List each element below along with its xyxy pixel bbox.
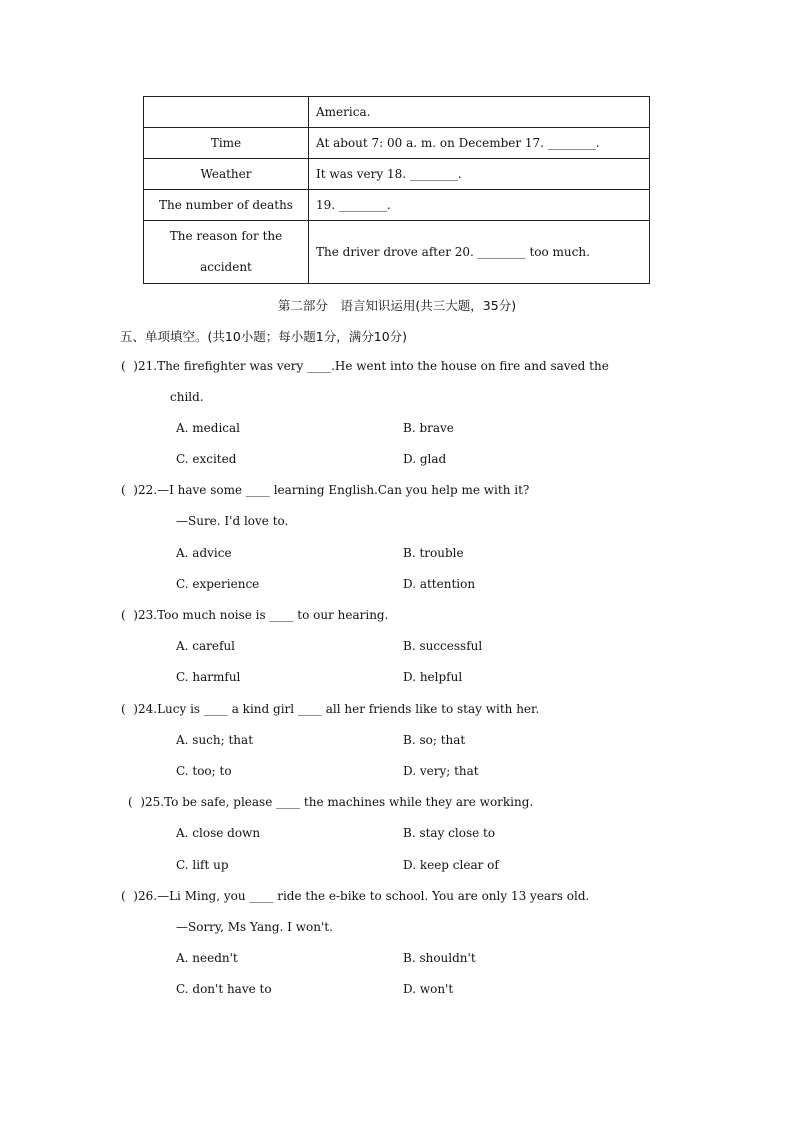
option-a: A. such; that [176,733,254,747]
option-d: D. glad [403,452,447,466]
question-number: ( )26. [121,889,158,903]
option-c: C. don't have to [176,982,272,996]
table-value-cell: America. [309,97,650,128]
question-reply: —Sure. I'd love to. [176,514,289,528]
option-c: C. experience [176,577,260,591]
option-b: B. so; that [403,733,466,747]
option-a: A. close down [176,826,261,840]
option-c: C. lift up [176,858,229,872]
table-label-cell: Time [144,128,309,159]
table-label-cell [144,221,309,284]
question-25 [128,795,533,809]
question-number: ( )24. [121,702,158,716]
option-b: B. brave [403,421,454,435]
question-text: —I have some ____ learning English.Can you help me with it? [157,483,530,497]
question-number: ( )25. [128,795,165,809]
table-label-cell: The number of deaths [144,190,309,221]
question-text: The firefighter was very ____.He went into the house on fire and saved the [157,359,609,373]
option-c: C. too; to [176,764,232,778]
question-text: To be safe, please ____ the machines while they are working. [164,795,534,809]
option-a: A. careful [176,639,236,653]
question-text: Too much noise is ____ to our hearing. [157,608,389,622]
table-label-cell: Weather [144,159,309,190]
question-24 [121,702,539,716]
question-23 [121,608,388,622]
question-text: Lucy is ____ a kind girl ____ all her friends like to stay with her. [157,702,540,716]
option-d: D. keep clear of [403,858,499,872]
question-reply: —Sorry, Ms Yang. I won't. [176,920,333,934]
accident-info-table [143,96,650,284]
option-b: B. successful [403,639,483,653]
option-b: B. trouble [403,546,464,560]
option-a: A. medical [176,421,241,435]
option-c: C. excited [176,452,237,466]
table-row [144,97,650,128]
option-a: A. needn't [176,951,238,965]
table-value-cell: At about 7: 00 a. m. on December 17. ________. [309,128,650,159]
table-value-cell: It was very 18. ________. [309,159,650,190]
option-d: D. won't [403,982,454,996]
question-number: ( )23. [121,608,158,622]
option-d: D. very; that [403,764,479,778]
option-d: D. attention [403,577,476,591]
question-text: —Li Ming, you ____ ride the e-bike to school. You are only 13 years old. [157,889,590,903]
question-number: ( )22. [121,483,158,497]
question-continuation: child. [170,390,204,404]
option-c: C. harmful [176,670,241,684]
question-number: ( )21. [121,359,158,373]
table-row [144,190,650,221]
table-value-cell: The driver drove after 20. ________ too much. [309,221,650,284]
section-title: 第二部分 语言知识运用(共三大题，35分) [277,298,517,313]
option-d: D. helpful [403,670,463,684]
question-21 [121,359,609,373]
table-row [144,128,650,159]
option-b: B. shouldn't [403,951,476,965]
option-b: B. stay close to [403,826,496,840]
table-value-cell: 19. ________. [309,190,650,221]
option-a: A. advice [176,546,232,560]
table-row [144,221,650,284]
table-label-text: The reason for the accident [169,229,283,274]
part-heading: 五、单项填空。(共10小题；每小题1分，满分10分) [120,329,408,344]
question-22 [121,483,529,497]
table-row [144,159,650,190]
question-26 [121,889,589,903]
table-label-cell [144,97,309,128]
